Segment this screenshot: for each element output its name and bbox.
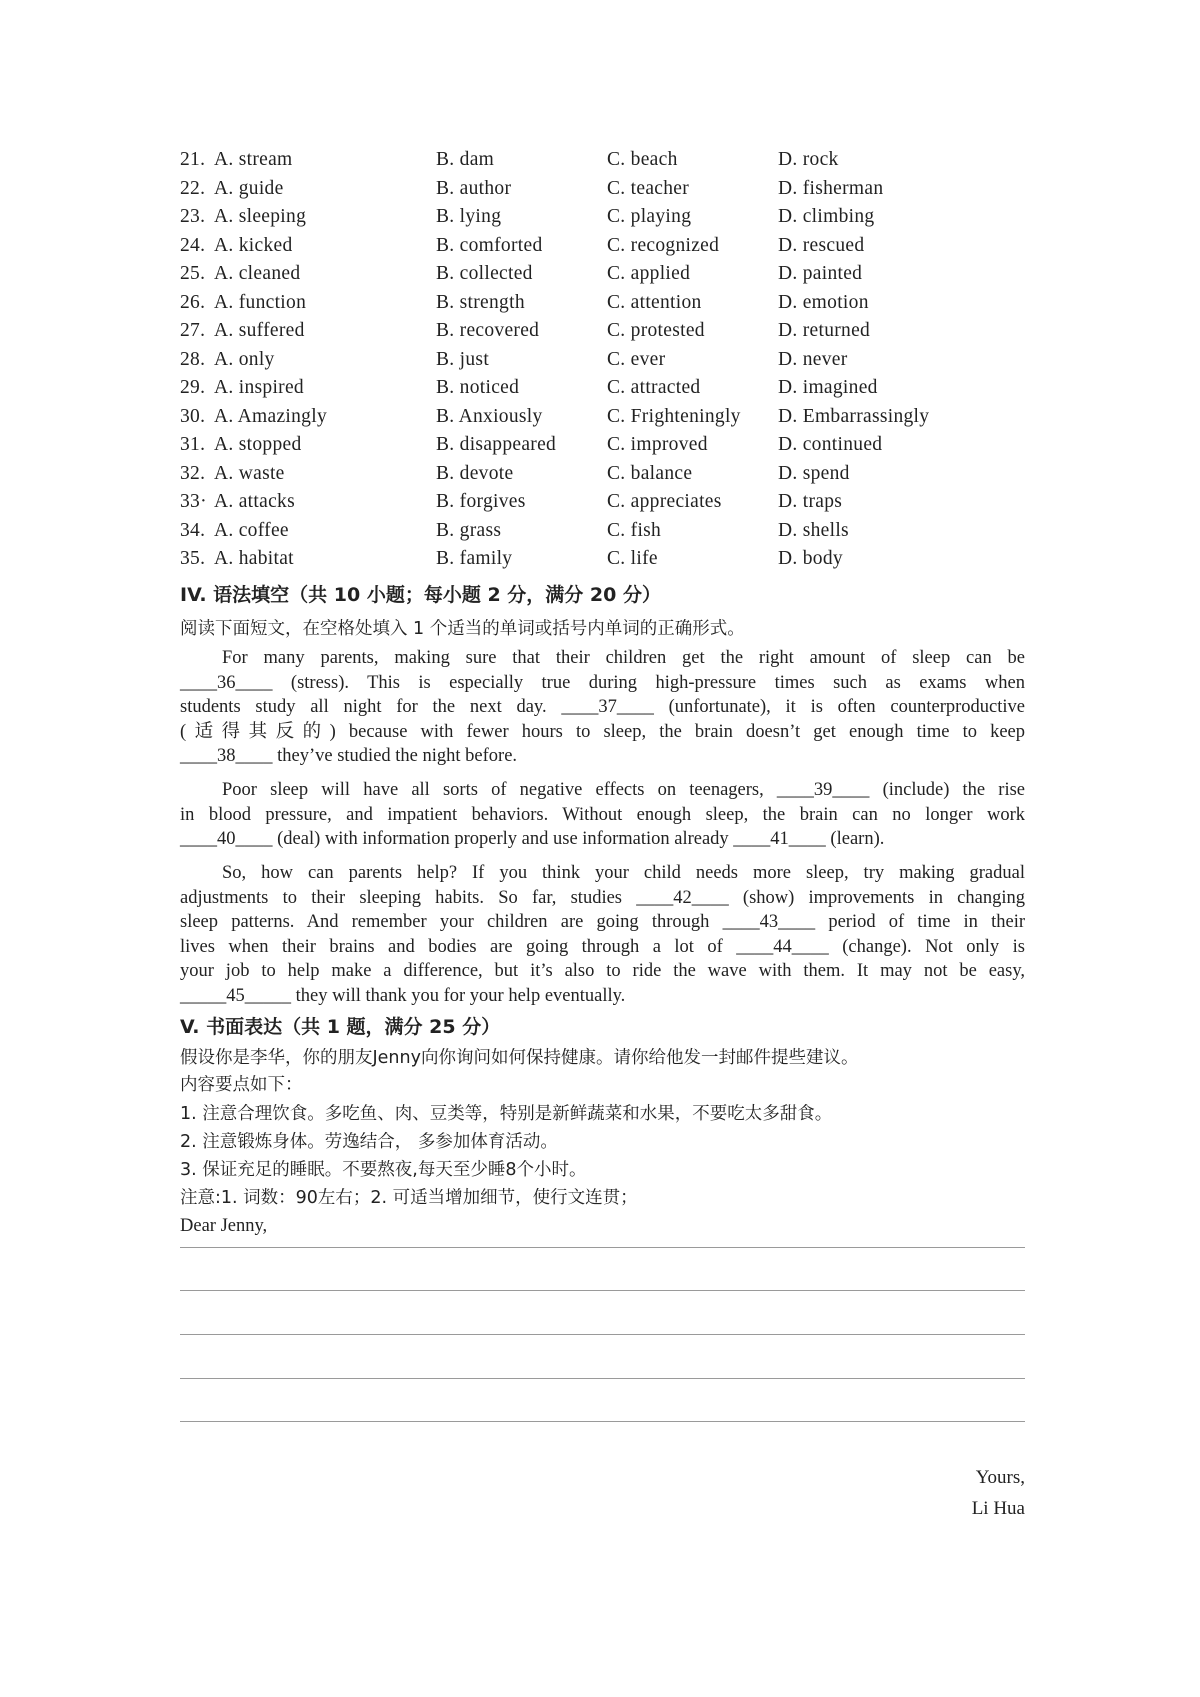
option-c: C. life [607,548,658,570]
option-row [180,346,980,375]
option-c: C. teacher [607,177,690,199]
option-c: C. applied [607,263,691,285]
option-row [180,374,980,403]
question-number: 31. [180,434,206,456]
option-b: B. lying [436,206,502,228]
option-b: B. Anxiously [436,405,543,427]
option-b: B. author [436,177,512,199]
option-a: A. only [214,348,275,370]
option-a: A. cleaned [214,263,301,285]
passage-line: lives when their brains and bodies are going through a lot of ____44____ (change). Not only is [180,936,1025,957]
option-row [180,203,980,232]
option-d: D. rock [778,149,839,171]
option-c: C. beach [607,149,678,171]
option-c: C. improved [607,434,708,456]
task-line: 注意:1. 词数：90左右；2. 可适当增加细节，使行文连贯； [180,1188,638,1208]
section-iv-instruction: 阅读下面短文，在空格处填入 1 个适当的单词或括号内单词的正确形式。 [180,619,745,639]
question-number: 25. [180,263,206,285]
option-b: B. dam [436,149,495,171]
option-d: D. emotion [778,291,869,313]
passage-line: sleep patterns. And remember your children are going through ____43____ period of time in their [180,912,1025,932]
option-row [180,175,980,204]
option-b: B. collected [436,263,533,285]
option-d: D. painted [778,263,863,285]
question-number: 32. [180,462,206,484]
passage-line: ____40____ (deal) with information properly and use information already ____41____ (learn). [180,829,885,849]
passage-paragraph-2 [180,778,1025,852]
option-c: C. balance [607,462,693,484]
option-d: D. climbing [778,206,875,228]
option-c: C. appreciates [607,491,722,513]
option-d: D. spend [778,462,850,484]
option-b: B. grass [436,519,502,541]
option-row [180,260,980,289]
option-row [180,289,980,318]
option-d: D. body [778,548,843,570]
option-b: B. noticed [436,377,520,399]
section-iv-heading: IV. 语法填空（共 10 小题；每小题 2 分，满分 20 分） [180,584,661,606]
option-a: A. guide [214,177,284,199]
passage-line: adjustments to their sleeping habits. So far, studies ____42____ (show) improvements in changing [180,887,1025,908]
option-c: C. ever [607,348,666,370]
question-number: 35. [180,548,206,570]
option-row [180,488,980,517]
option-d: D. imagined [778,377,878,399]
task-line: 内容要点如下： [180,1075,303,1095]
option-a: A. inspired [214,377,304,399]
option-b: B. family [436,548,513,570]
option-d: D. traps [778,491,843,513]
option-b: B. forgives [436,491,526,513]
option-row [180,431,980,460]
passage-line: students study all night for the next day. ____37____ (unfortunate), it is often counterproductive [180,697,1025,717]
option-d: D. rescued [778,234,865,256]
passage-line: Poor sleep will have all sorts of negative effects on teenagers, ____39____ (include) the rise [222,780,1025,800]
writing-line[interactable] [180,1247,1025,1248]
writing-line[interactable] [180,1421,1025,1422]
option-row [180,460,980,489]
option-a: A. stream [214,149,293,171]
passage-line: So, how can parents help? If you think your child needs more sleep, try making gradual [222,863,1025,883]
question-number: 33· [180,491,207,513]
section-v-heading: V. 书面表达（共 1 题，满分 25 分） [180,1016,501,1038]
writing-line[interactable] [180,1290,1025,1291]
option-d: D. shells [778,519,849,541]
question-number: 22. [180,177,206,199]
option-b: B. disappeared [436,434,557,456]
question-number: 30. [180,405,206,427]
option-d: D. fisherman [778,177,884,199]
option-d: D. never [778,348,848,370]
task-line: 1. 注意合理饮食。多吃鱼、肉、豆类等，特别是新鲜蔬菜和水果，不要吃太多甜食。 [180,1104,833,1124]
option-a: A. kicked [214,234,293,256]
option-a: A. waste [214,462,285,484]
option-c: C. fish [607,519,662,541]
passage-line: your job to help make a difference, but it’s also to ride the wave with them. It may not be easy, [180,961,1025,981]
option-row [180,403,980,432]
option-a: A. function [214,291,307,313]
passage-line: ____38____ they’ve studied the night before. [180,746,518,766]
passage-paragraph-1 [180,646,1025,769]
passage-paragraph-3 [180,861,1025,1008]
option-a: A. attacks [214,491,295,513]
question-number: 21. [180,149,206,171]
option-b: B. comforted [436,234,543,256]
option-a: A. sleeping [214,206,307,228]
question-number: 34. [180,519,206,541]
option-d: D. continued [778,434,883,456]
option-c: C. recognized [607,234,720,256]
passage-line: ____36____ (stress). This is especially true during high-pressure times such as exams when [180,672,1025,693]
option-c: C. playing [607,206,692,228]
writing-line[interactable] [180,1378,1025,1379]
option-d: D. Embarrassingly [778,405,930,427]
option-a: A. habitat [214,548,294,570]
option-a: A. stopped [214,434,302,456]
task-line: 3. 保证充足的睡眠。不要熬夜,每天至少睡8个小时。 [180,1160,587,1180]
question-number: 24. [180,234,206,256]
letter-salutation: Dear Jenny, [180,1216,268,1236]
passage-line: _____45_____ they will thank you for your help eventually. [180,985,626,1006]
question-number: 29. [180,377,206,399]
option-d: D. returned [778,320,871,342]
option-b: B. strength [436,291,525,313]
question-number: 28. [180,348,206,370]
option-a: A. Amazingly [214,405,328,427]
question-number: 23. [180,206,206,228]
option-c: C. Frighteningly [607,405,741,427]
option-b: B. devote [436,462,514,484]
letter-closing: Yours, [975,1467,1025,1488]
task-line: 2. 注意锻炼身体。劳逸结合， 多参加体育活动。 [180,1132,558,1152]
options-table [180,146,980,574]
option-a: A. coffee [214,519,289,541]
passage-line: (适得其反的) because with fewer hours to sleep, the brain doesn’t get enough time to keep [180,721,1025,742]
letter-signature: Li Hua [971,1498,1025,1519]
question-number: 26. [180,291,206,313]
task-line: 假设你是李华，你的朋友Jenny向你询问如何保持健康。请你给他发一封邮件提些建议。 [180,1048,859,1068]
option-c: C. attention [607,291,702,313]
option-row [180,317,980,346]
passage-line: For many parents, making sure that their children get the right amount of sleep can be [222,648,1025,668]
option-row [180,146,980,175]
option-row [180,545,980,574]
option-c: C. attracted [607,377,701,399]
writing-line[interactable] [180,1334,1025,1335]
passage-line: in blood pressure, and impatient behaviors. Without enough sleep, the brain can no longer work [180,804,1025,825]
option-b: B. recovered [436,320,540,342]
option-row [180,232,980,261]
option-c: C. protested [607,320,705,342]
option-row [180,517,980,546]
option-a: A. suffered [214,320,305,342]
option-b: B. just [436,348,490,370]
question-number: 27. [180,320,206,342]
